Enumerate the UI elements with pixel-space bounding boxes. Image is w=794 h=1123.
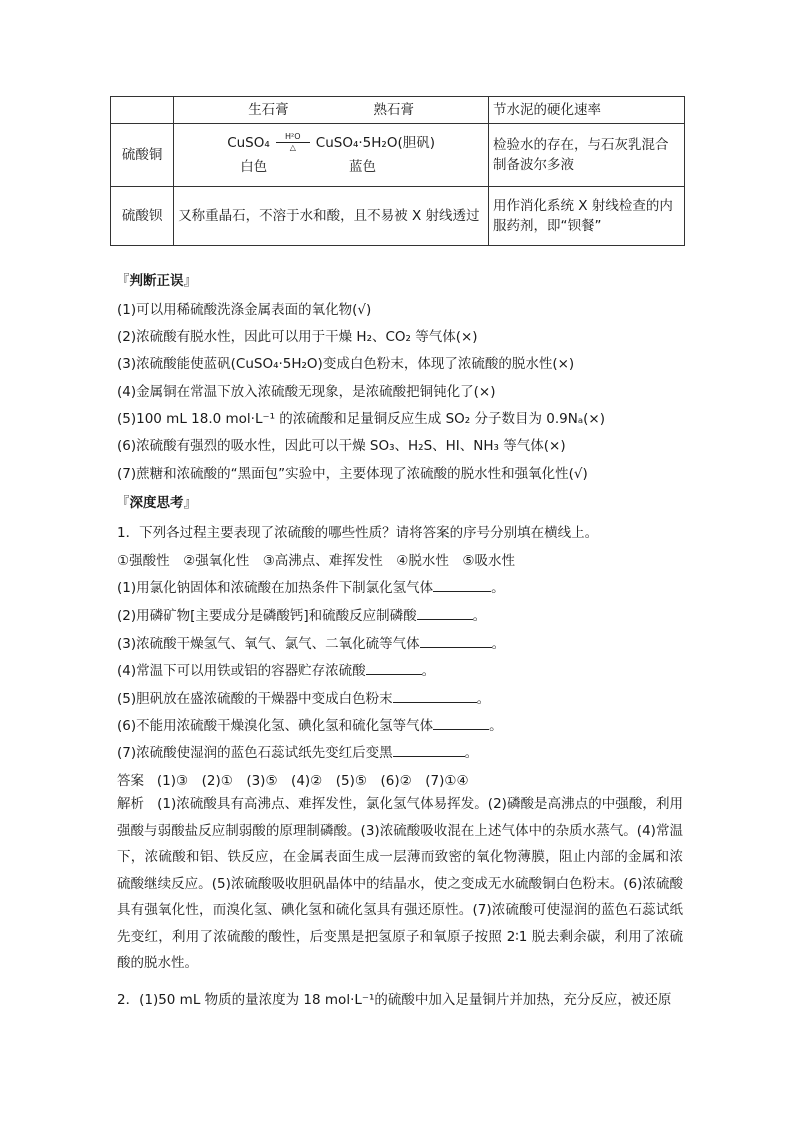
question-1: 1．下列各过程主要表现了浓硫酸的哪些性质？请将答案的序号分别填在横线上。 — [117, 525, 599, 541]
analysis-text: (1)浓硫酸具有高沸点、难挥发性，氯化氢气体易挥发。(2)磷酸是高沸点的中强酸，利用强酸与弱酸盐反应制弱酸的原理制磷酸。(3)浓硫酸吸收混在上述气体中的杂质水蒸气。(4)常温下，浓硫酸和铝、铁反应，在金属表面生成一层薄而致密的氧化物薄膜，阻止内部的金属和浓硫酸继续反应。(5)浓硫酸吸收胆矾晶体中的结晶水，使之变成无水硫酸铜白色粉末。(6)浓硫酸具有强氧化性，而溴化氢、碘化氢和硫化氢具有强还原性。(7)浓硫酸可使湿润的蓝色石蕊试纸先变红，利用了浓硫酸的酸性，后变黑是把氢原子和氧原子按照 2∶1 脱去剩余碳，利用了浓硫酸的脱水性。 — [117, 796, 684, 971]
barium-sulfate-use: 用作消化系统 X 射线检查的内服药剂，即“钡餐” — [489, 187, 685, 246]
judge-item-2: (2)浓硫酸有脱水性，因此可以用于干燥 H₂、CO₂ 等气体(×) — [117, 329, 478, 345]
color-white: 白色 — [240, 159, 268, 175]
equation — [178, 133, 484, 153]
table-row — [111, 124, 685, 187]
equation-under: △ — [289, 143, 296, 153]
equation-over: H²O — [285, 132, 301, 142]
answer-text: (1)③ (2)① (3)⑤ (4)② (5)⑤ (6)② (7)①④ — [156, 773, 469, 789]
question-1-sub-4: (4)常温下可以用铁或铝的容器贮存浓硫酸 。 — [117, 659, 435, 679]
answer-line — [117, 769, 469, 789]
equation-left: CuSO₄ — [227, 134, 270, 151]
question-1-options: ①强酸性 ②强氧化性 ③高沸点、难挥发性 ④脱水性 ⑤吸水性 — [117, 553, 516, 569]
row-name-copper-sulfate: 硫酸铜 — [111, 124, 174, 187]
judge-item-4: (4)金属铜在常温下放入浓硫酸无现象，是浓硫酸把铜钝化了(×) — [117, 384, 496, 400]
question-1-sub-2: (2)用磷矿物[主要成分是磷酸钙]和硫酸反应制磷酸 。 — [117, 604, 486, 624]
table-header-empty-cell — [111, 97, 174, 124]
judge-section-title: 『判断正误』 — [116, 273, 197, 289]
table-header-use: 节水泥的硬化速率 — [489, 97, 685, 124]
question-1-sub-5: (5)胆矾放在盛浓硫酸的干燥器中变成白色粉末 。 — [117, 687, 490, 707]
table-header-cell — [174, 97, 489, 124]
judge-item-3: (3)浓硫酸能使蓝矾(CuSO₄·5H₂O)变成白色粉末，体现了浓硫酸的脱水性(×) — [117, 356, 575, 372]
question-1-sub-1: (1)用氯化钠固体和浓硫酸在加热条件下制氯化氢气体 。 — [117, 576, 505, 596]
sulfate-table — [110, 96, 685, 246]
judge-item-5: (5)100 mL 18.0 mol·L⁻¹ 的浓硫酸和足量铜反应生成 SO₂ 分子数目为 0.9Nₐ(×) — [117, 411, 605, 427]
judge-item-1: (1)可以用稀硫酸洗涤金属表面的氧化物(√) — [117, 302, 372, 318]
question-2: 2．(1)50 mL 物质的量浓度为 18 mol·L⁻¹的硫酸中加入足量铜片并加热，充分反应，被还原 — [117, 992, 672, 1008]
judge-item-7: (7)蔗糖和浓硫酸的“黑面包”实验中，主要体现了浓硫酸的脱水性和强氧化性(√) — [117, 466, 588, 482]
color-blue: 蓝色 — [349, 159, 377, 175]
question-1-sub-3: (3)浓硫酸干燥氢气、氧气、氯气、二氧化硫等气体 。 — [117, 632, 505, 652]
header-plaster: 熟石膏 — [373, 101, 415, 118]
row-name-barium-sulfate: 硫酸钡 — [111, 187, 174, 246]
barium-sulfate-desc: 又称重晶石，不溶于水和酸，且不易被 X 射线透过 — [174, 187, 489, 246]
table-row — [111, 187, 685, 246]
question-1-sub-6: (6)不能用浓硫酸干燥溴化氢、碘化氢和硫化氢等气体 。 — [117, 714, 503, 734]
analysis-label: 解析 — [117, 796, 145, 812]
equation-arrow — [276, 133, 310, 152]
table-header-row — [111, 97, 685, 124]
judge-item-6: (6)浓硫酸有强烈的吸水性，因此可以干燥 SO₃、H₂S、HI、NH₃ 等气体(×) — [117, 438, 566, 454]
copper-sulfate-use: 检验水的存在，与石灰乳混合制备波尔多液 — [489, 124, 685, 187]
copper-sulfate-equation-cell — [174, 124, 489, 187]
analysis-paragraph — [117, 791, 683, 977]
header-gypsum: 生石膏 — [248, 101, 289, 118]
question-1-sub-7: (7)浓硫酸使湿润的蓝色石蕊试纸先变红后变黑 。 — [117, 741, 478, 761]
equation-right: CuSO₄·5H₂O(胆矾) — [315, 134, 435, 151]
answer-label: 答案 — [117, 773, 144, 789]
deep-section-title: 『深度思考』 — [116, 495, 197, 511]
